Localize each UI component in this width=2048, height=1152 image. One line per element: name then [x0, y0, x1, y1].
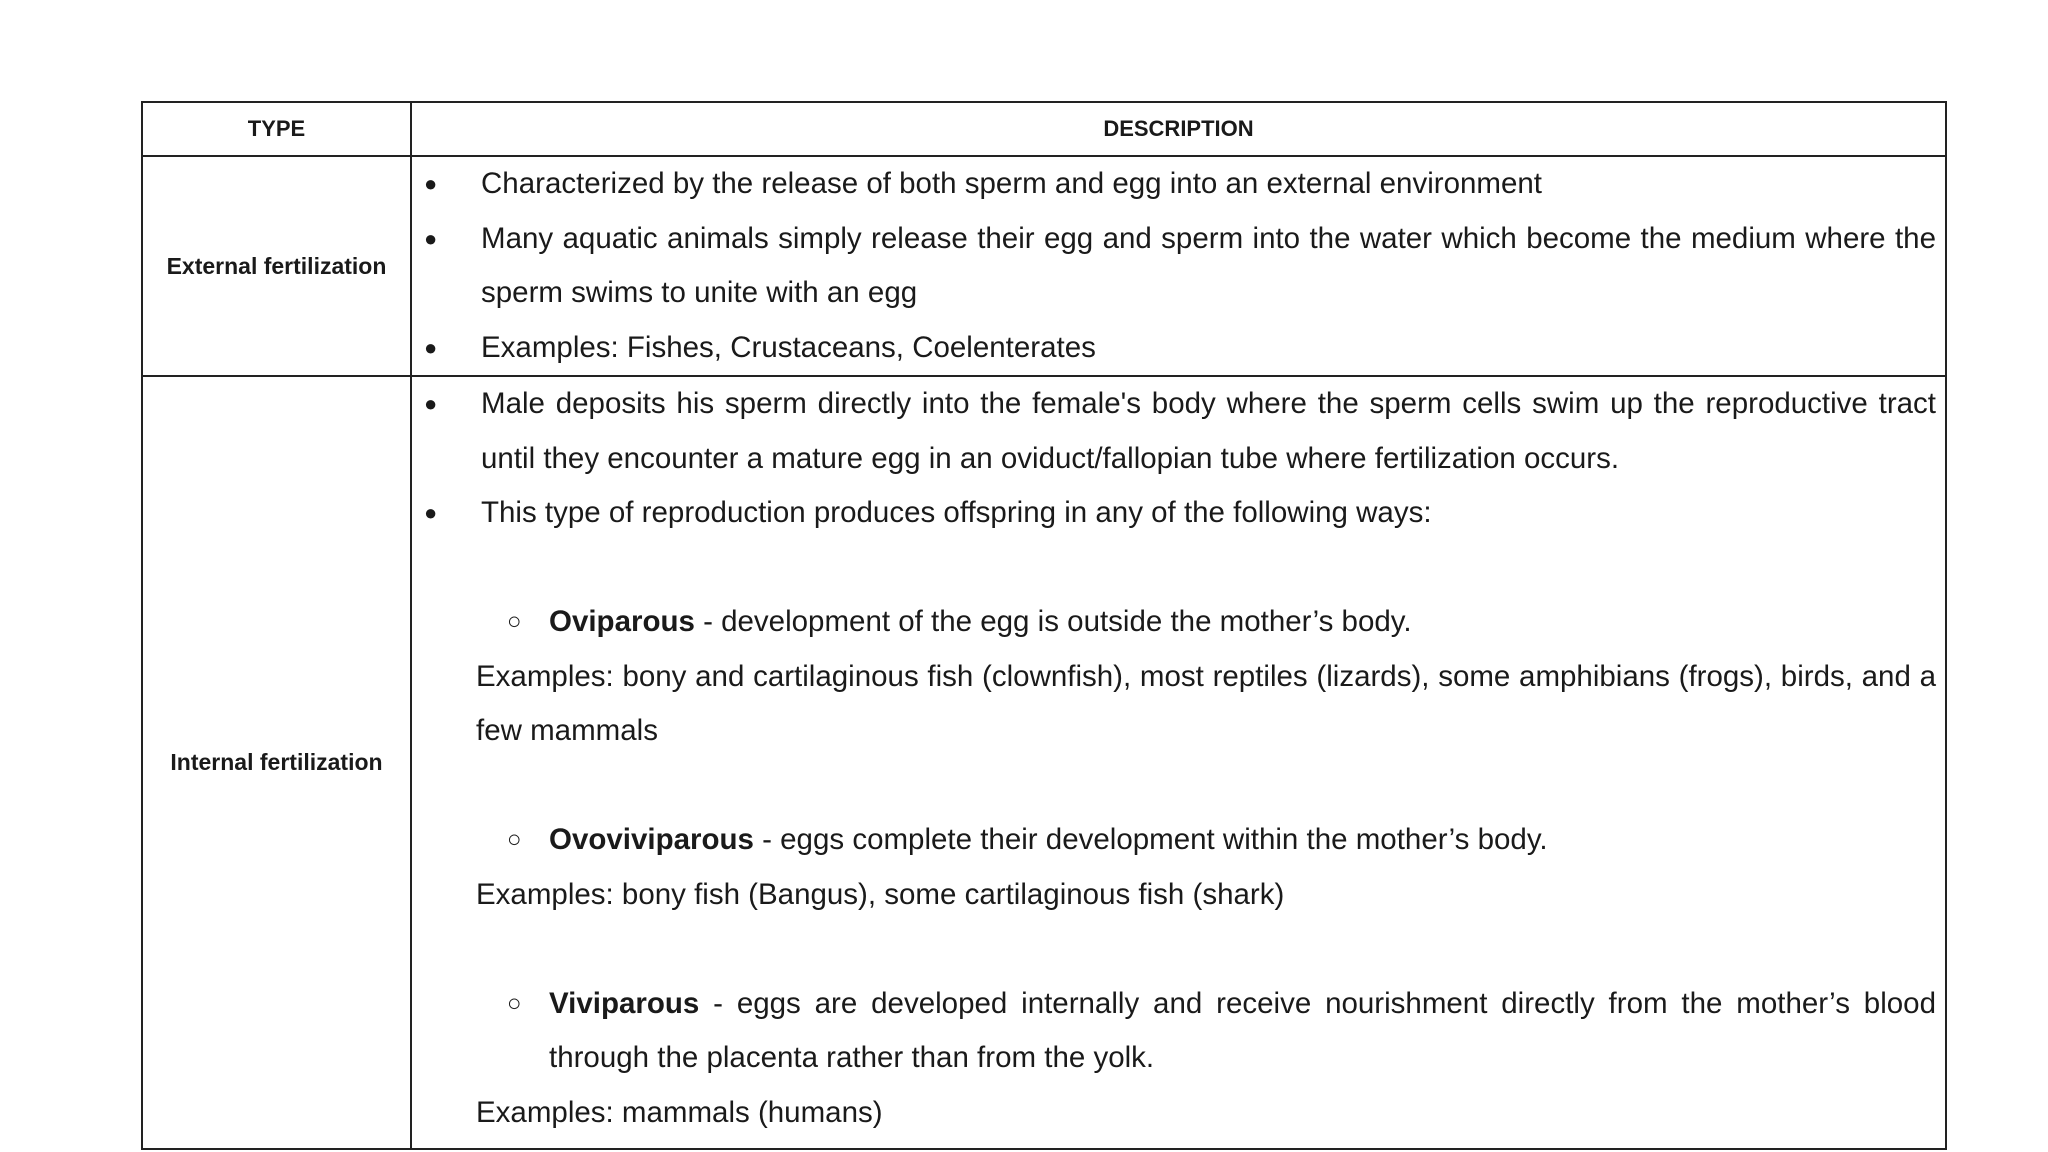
- list-item: ● Many aquatic animals simply release their egg and sperm into the water which become the medium where the sperm swims to unite with an egg: [412, 212, 1936, 321]
- term-ovoviviparous: Ovoviviparous: [549, 823, 754, 856]
- bullet-icon: ●: [424, 391, 438, 416]
- sub-list-item-ovoviviparous: ○ Ovoviviparous - eggs complete their development within the mother’s body.: [412, 813, 1936, 868]
- type-cell-internal: Internal fertilization: [142, 376, 411, 1149]
- bullet-icon: ●: [424, 334, 438, 360]
- type-cell-external: External fertilization: [142, 156, 411, 376]
- examples-viviparous: Examples: mammals (humans): [476, 1095, 883, 1129]
- description-cell-internal: [411, 376, 1946, 1149]
- description-column-header: DESCRIPTION: [411, 102, 1946, 156]
- bullet-icon: ●: [424, 225, 438, 251]
- hollow-circle-bullet-icon: ○: [507, 826, 522, 853]
- list-item: ● Examples: Fishes, Crustaceans, Coelenterates: [412, 321, 1936, 376]
- bullet-icon: ●: [424, 500, 438, 525]
- list-item: ● Characterized by the release of both sperm and egg into an external environment: [412, 157, 1936, 212]
- sub-list-item-viviparous: ○ Viviparous - eggs are developed internally and receive nourishment directly from the mother’s blood through the placenta rather than from the yolk.: [412, 977, 1936, 1086]
- hollow-circle-bullet-icon: ○: [507, 989, 522, 1017]
- term-oviparous: Oviparous: [549, 605, 695, 638]
- examples-oviparous: Examples: bony and cartilaginous fish (clownfish), most reptiles (lizards), some amphibians (frogs), birds, and a few mammals: [476, 659, 1936, 747]
- hollow-circle-bullet-icon: ○: [507, 608, 522, 635]
- bullet-icon: ●: [424, 171, 438, 196]
- list-item: ● Male deposits his sperm directly into the female's body where the sperm cells swim up the reproductive tract until they encounter a mature egg in an oviduct/fallopian tube where fertilization occurs.: [412, 377, 1936, 486]
- table-row-internal: [142, 376, 1946, 1149]
- list-item: ● This type of reproduction produces offspring in any of the following ways:: [412, 486, 1936, 541]
- fertilization-table: [141, 101, 1947, 1150]
- term-viviparous: Viviparous: [549, 986, 700, 1020]
- examples-ovoviviparous: Examples: bony fish (Bangus), some cartilaginous fish (shark): [476, 877, 1285, 911]
- description-cell-external: [411, 156, 1946, 376]
- table-header-row: [142, 102, 1946, 156]
- table-row-external: [142, 156, 1946, 376]
- sub-list-item-oviparous: ○ Oviparous - development of the egg is outside the mother’s body.: [412, 595, 1936, 650]
- type-column-header: TYPE: [142, 102, 411, 156]
